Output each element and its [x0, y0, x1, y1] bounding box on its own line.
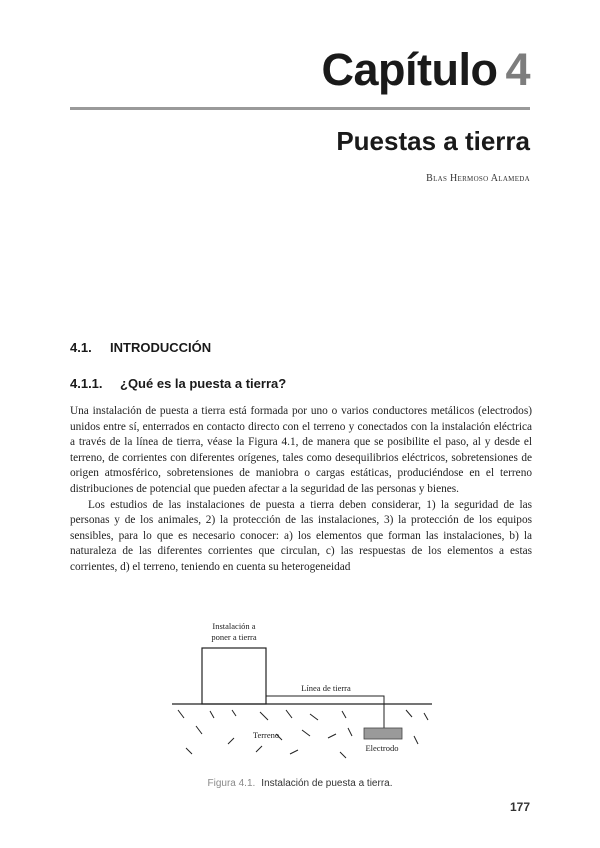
caption-label: Figura 4.1. — [207, 778, 256, 789]
heading-divider — [70, 107, 530, 110]
page-number: 177 — [509, 800, 530, 814]
section-heading — [70, 340, 211, 355]
chapter-title: Puestas a tierra — [336, 126, 530, 156]
author-name: Blas Hermoso Alameda — [426, 173, 530, 184]
label-installation-line2: poner a tierra — [211, 632, 257, 642]
figure-caption — [0, 778, 600, 789]
caption-text: Instalación de puesta a tierra. — [261, 778, 393, 789]
chapter-heading — [321, 44, 530, 96]
body-text — [70, 404, 532, 576]
label-installation-line1: Instalación a — [212, 621, 256, 631]
label-electrode: Electrodo — [365, 743, 399, 753]
electrode-block — [364, 728, 402, 739]
figure-grounding-diagram — [170, 612, 440, 772]
installation-box — [202, 648, 266, 704]
subsection-heading — [70, 376, 286, 391]
section-title: INTRODUCCIÓN — [110, 340, 212, 355]
section-number: 4.1. — [70, 340, 92, 355]
chapter-number: 4 — [505, 44, 530, 95]
grounding-conductor — [266, 696, 384, 728]
subsection-title: ¿Qué es la puesta a tierra? — [120, 376, 287, 391]
paragraph: Los estudios de las instalaciones de puesta a tierra deben considerar, 1) la seguridad de las personas y de los animales, 2) la protección de las instalaciones, 3) la protección de los equipos sensibles, para lo que es necesario conocer: a) los elementos que forman las instalaciones, b) la naturaleza de las diferentes corrientes que circulan, c) las respuestas de los elementos a estas corrientes, d) el terreno, teniendo en cuenta su heterogeneidad — [70, 498, 532, 573]
paragraph: Una instalación de puesta a tierra está formada por uno o varios conductores metálicos (electrodos) unidos entre sí, enterrados en contacto directo con el terreno y conectados con la instalación eléctrica a través de la línea de tierra, véase la Figura 4.1, de manera que se posibilite el paso, al y desde el terreno, de corrientes con diferentes orígenes, tales como desequilibrios eléctricos, sobretensiones de origen atmosférico, sobretensiones de maniobra o cargas estáticas, produciéndose en el terreno distribuciones de potencial que pueden afectar a la seguridad de las personas y bienes. — [70, 405, 532, 495]
label-grounding-line: Línea de tierra — [301, 683, 351, 693]
label-soil: Terreno — [252, 730, 280, 740]
chapter-label: Capítulo — [321, 44, 498, 95]
grounding-diagram — [170, 612, 440, 772]
subsection-number: 4.1.1. — [70, 376, 103, 391]
